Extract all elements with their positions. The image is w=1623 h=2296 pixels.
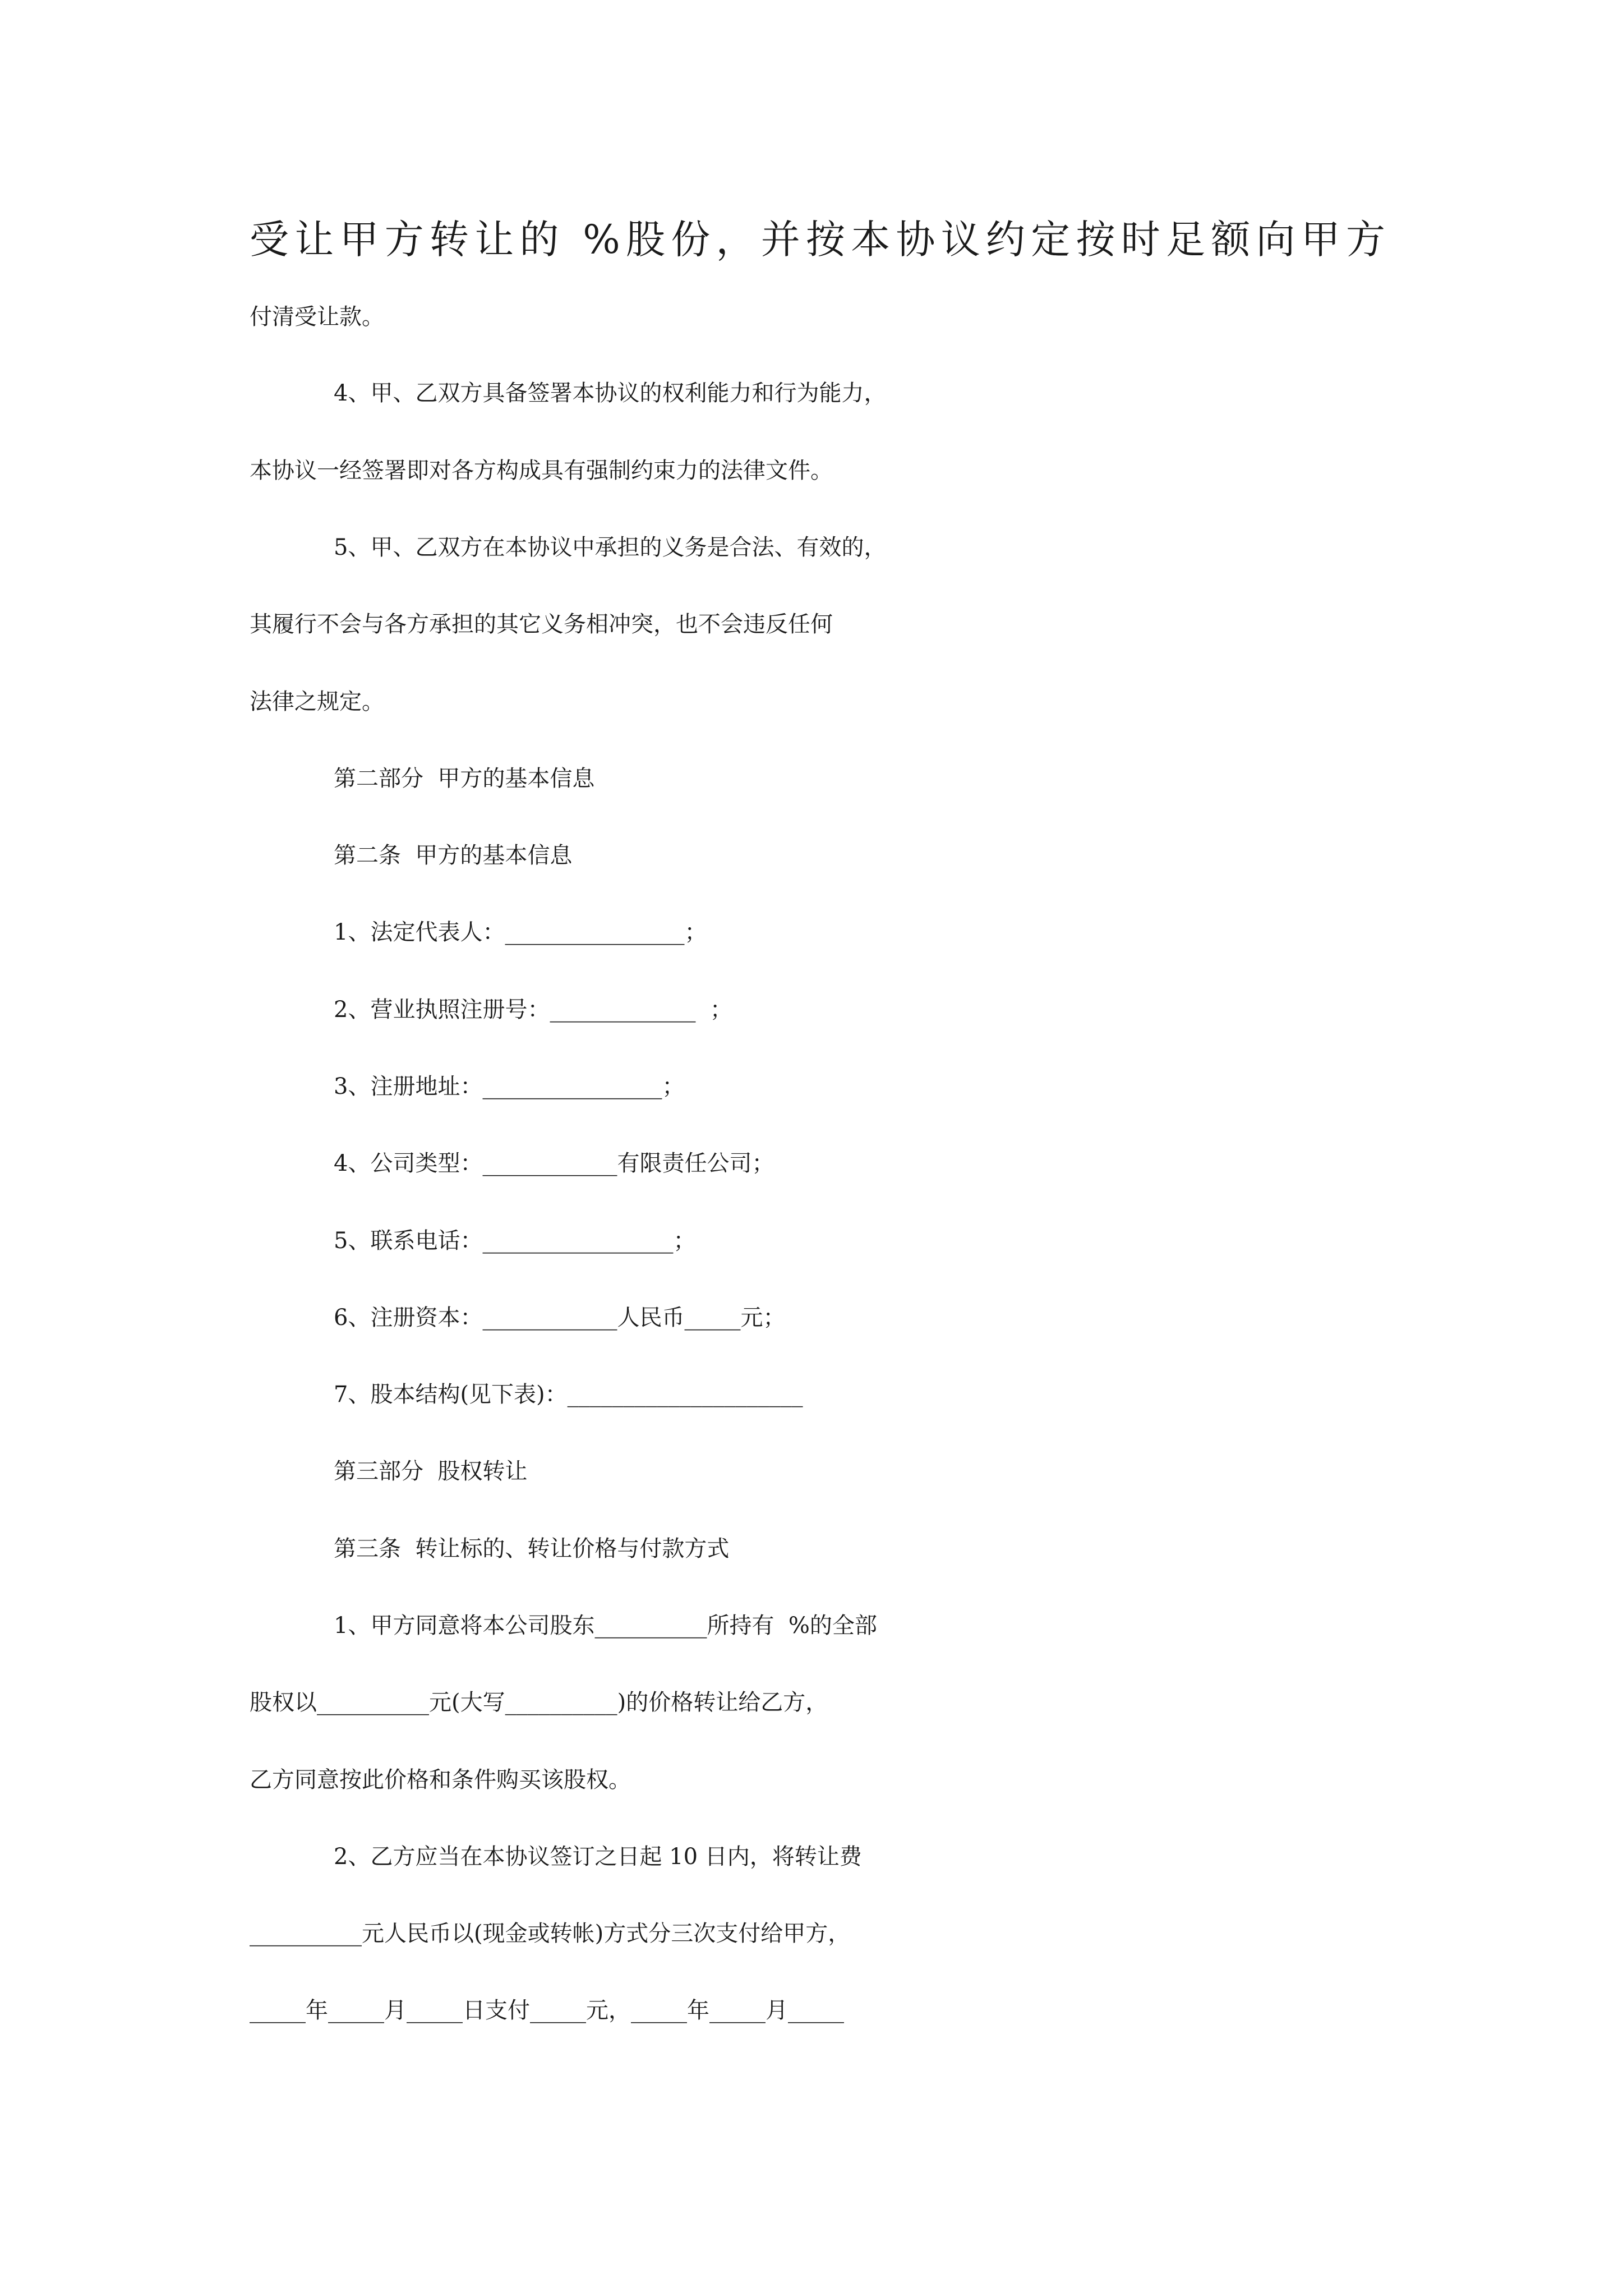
field-business-license-number: 2、营业执照注册号：_____________ ； xyxy=(334,997,732,1023)
paragraph-line: 受让甲方转让的 %股份，并按本协议约定按时足额向甲方 xyxy=(250,217,1385,263)
paragraph-line: __________元人民币以(现金或转帐)方式分三次支付给甲方， xyxy=(250,1921,851,1947)
paragraph-line: 付清受让款。 xyxy=(250,304,384,330)
field-legal-representative: 1、法定代表人：________________； xyxy=(334,919,707,945)
article-heading-two: 第二条 甲方的基本信息 xyxy=(334,843,573,868)
paragraph-line: 乙方同意按此价格和条件购买该股权。 xyxy=(250,1767,631,1793)
paragraph-line: 股权以__________元(大写__________)的价格转让给乙方， xyxy=(250,1690,828,1715)
paragraph-line: 本协议一经签署即对各方构成具有强制约束力的法律文件。 xyxy=(250,458,833,484)
field-registered-capital: 6、注册资本：____________人民币_____元； xyxy=(334,1305,786,1331)
clause-4-line: 4、甲、乙双方具备签署本协议的权利能力和行为能力， xyxy=(334,380,887,406)
field-company-type: 4、公司类型：____________有限责任公司； xyxy=(334,1151,774,1176)
article-heading-three: 第三条 转让标的、转让价格与付款方式 xyxy=(334,1536,730,1562)
field-contact-phone: 5、联系电话：_________________； xyxy=(334,1228,696,1254)
field-equity-structure: 7、股本结构(见下表)：_____________________ xyxy=(334,1382,803,1407)
paragraph-line: 法律之规定。 xyxy=(250,689,384,715)
clause-payment-line: 2、乙方应当在本协议签订之日起 10 日内，将转让费 xyxy=(334,1844,862,1870)
field-registered-address: 3、注册地址：________________； xyxy=(334,1074,685,1099)
section-heading-part-two: 第二部分 甲方的基本信息 xyxy=(334,766,595,792)
clause-5-line: 5、甲、乙双方在本协议中承担的义务是合法、有效的， xyxy=(334,535,887,560)
section-heading-part-three: 第三部分 股权转让 xyxy=(334,1458,528,1484)
clause-transfer-line: 1、甲方同意将本公司股东__________所持有 %的全部 xyxy=(334,1613,877,1639)
paragraph-line: 其履行不会与各方承担的其它义务相冲突，也不会违反任何 xyxy=(250,611,833,637)
paragraph-line: _____年_____月_____日支付_____元，_____年_____月_____ xyxy=(250,1998,844,2023)
